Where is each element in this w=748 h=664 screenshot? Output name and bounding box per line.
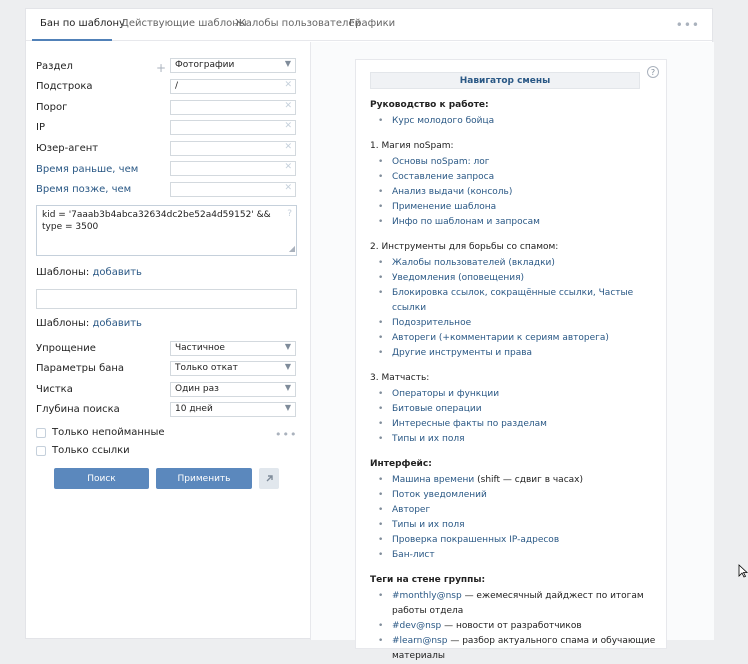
tag-description: — ежемесячный дайджест по итогам работы отдела: [392, 591, 644, 616]
navigator-section-heading: 2. Инструменты для борьбы со спамом:: [370, 242, 559, 252]
navigator-link[interactable]: • Поток уведомлений: [370, 488, 660, 503]
section-select[interactable]: Фотографии ▼: [170, 58, 296, 73]
navigator-link[interactable]: • Инфо по шаблонам и запросам: [370, 215, 660, 230]
ip-label: IP: [36, 122, 45, 133]
navigator-section-heading: Руководство к работе:: [370, 100, 489, 110]
navigator-section-heading: 3. Матчасть:: [370, 373, 430, 383]
add-template-link[interactable]: добавить: [92, 318, 142, 329]
navigator-link[interactable]: • Проверка покрашенных IP-адресов: [370, 533, 660, 548]
navigator-card: [355, 59, 667, 661]
checkbox[interactable]: [36, 428, 46, 438]
tab-user-complaints[interactable]: Жалобы пользователей: [235, 18, 362, 29]
threshold-input[interactable]: [170, 100, 296, 115]
chevron-down-icon: ▼: [284, 342, 291, 351]
time-before-label[interactable]: Время раньше, чем: [36, 164, 139, 175]
simplify-label: Упрощение: [36, 343, 96, 354]
navigator-link[interactable]: • Битовые операции: [370, 402, 660, 417]
navigator-link[interactable]: • Уведомления (оповещения): [370, 271, 660, 286]
tab-ban-by-template[interactable]: Бан по шаблону: [40, 18, 125, 29]
ip-input[interactable]: [170, 120, 296, 135]
template-input[interactable]: [36, 289, 297, 309]
navigator-list: [370, 473, 660, 563]
navigator-link[interactable]: • #dev@nsp — новости от разработчиков: [370, 619, 660, 634]
ban-params-label: Параметры бана: [36, 363, 125, 374]
search-depth-select[interactable]: 10 дней ▼: [170, 402, 296, 417]
only-uncaught-checkbox[interactable]: Только непойманные: [36, 427, 165, 438]
section-label: Раздел: [36, 61, 73, 72]
more-options-icon[interactable]: •••: [675, 18, 700, 32]
chevron-down-icon: ▼: [284, 59, 291, 68]
navigator-list: [370, 387, 660, 447]
navigator-link[interactable]: • Анализ выдачи (консоль): [370, 185, 660, 200]
chevron-down-icon: ▼: [284, 383, 291, 392]
navigator-body: [370, 98, 660, 664]
checkbox[interactable]: [36, 446, 46, 456]
search-depth-label: Глубина поиска: [36, 404, 120, 415]
navigator-link[interactable]: • Типы и их поля: [370, 518, 660, 533]
time-after-label[interactable]: Время позже, чем: [36, 184, 132, 195]
navigator-link[interactable]: • Подозрительное: [370, 316, 660, 331]
resize-handle-icon[interactable]: ◢: [288, 244, 295, 253]
tab-bar: [26, 9, 712, 41]
navigator-link[interactable]: • Основы noSpam: лог: [370, 155, 660, 170]
apply-button[interactable]: Применить: [156, 468, 252, 489]
clear-icon[interactable]: ✕: [284, 162, 292, 172]
simplify-select[interactable]: Частичное ▼: [170, 341, 296, 356]
query-textarea[interactable]: kid = '7aaab3b4abca32634dc2be52a4d59152' && type = 3500 ? ◢: [36, 205, 297, 256]
navigator-title: Навигатор смены: [370, 72, 640, 89]
navigator-link[interactable]: • #learn@nsp — разбор актуального спама и обучающие материалы: [370, 634, 660, 664]
mouse-cursor-icon: [738, 564, 748, 578]
templates-row: Шаблоны: добавить: [36, 318, 142, 329]
navigator-link[interactable]: • Применение шаблона: [370, 200, 660, 215]
main-panel: [25, 8, 713, 661]
navigator-list: [370, 256, 660, 361]
navigator-link[interactable]: • Бан-лист: [370, 548, 660, 563]
clear-icon[interactable]: ✕: [284, 183, 292, 193]
navigator-list: [370, 155, 660, 230]
navigator-link[interactable]: • Автореги (+комментарии к сериям авторега): [370, 331, 660, 346]
add-template-link[interactable]: добавить: [92, 267, 142, 278]
more-options-icon[interactable]: •••: [275, 428, 298, 441]
threshold-label: Порог: [36, 102, 68, 113]
navigator-section-heading: 1. Магия noSpam:: [370, 141, 454, 151]
tab-active-templates[interactable]: Действующие шаблоны: [121, 18, 247, 29]
user-agent-input[interactable]: [170, 141, 296, 156]
cleanup-label: Чистка: [36, 384, 73, 395]
chevron-down-icon: ▼: [284, 403, 291, 412]
only-links-checkbox[interactable]: Только ссылки: [36, 445, 130, 456]
clear-icon[interactable]: ✕: [284, 80, 292, 90]
open-external-button[interactable]: [259, 468, 279, 489]
tag-description: — новости от разработчиков: [444, 621, 582, 631]
navigator-section-heading: Теги на стене группы:: [370, 575, 486, 585]
chevron-down-icon: ▼: [284, 362, 291, 371]
navigator-link[interactable]: • #monthly@nsp — ежемесячный дайджест по итогам работы отдела: [370, 589, 660, 619]
navigator-section-heading: Интерфейс:: [370, 459, 432, 469]
templates-row: Шаблоны: добавить: [36, 267, 142, 278]
navigator-link[interactable]: • Типы и их поля: [370, 432, 660, 447]
cleanup-select[interactable]: Один раз ▼: [170, 382, 296, 397]
navigator-link[interactable]: • Авторег: [370, 503, 660, 518]
navigator-link[interactable]: • Блокировка ссылок, сокращённые ссылки, Частые ссылки: [370, 286, 660, 316]
tag-description: — разбор актуального спама и обучающие материалы: [392, 636, 656, 661]
clear-icon[interactable]: ✕: [284, 142, 292, 152]
navigator-list: [370, 114, 660, 129]
navigator-link[interactable]: • Курс молодого бойца: [370, 114, 660, 129]
navigator-link[interactable]: • Машина времени (shift — сдвиг в часах): [370, 473, 660, 488]
clear-icon[interactable]: ✕: [284, 121, 292, 131]
navigator-list: [370, 589, 660, 664]
help-icon[interactable]: ?: [647, 66, 659, 78]
search-button[interactable]: Поиск: [54, 468, 149, 489]
filter-form: [26, 42, 310, 640]
navigator-link[interactable]: • Операторы и функции: [370, 387, 660, 402]
navigator-link[interactable]: • Жалобы пользователей (вкладки): [370, 256, 660, 271]
time-after-input[interactable]: [170, 182, 296, 197]
navigator-column: [310, 42, 714, 661]
time-machine-note: (shift — сдвиг в часах): [477, 475, 584, 485]
substring-input[interactable]: / ✕: [170, 79, 296, 94]
tab-charts[interactable]: Графики: [349, 18, 396, 29]
ban-params-select[interactable]: Только откат ▼: [170, 361, 296, 376]
navigator-link[interactable]: • Составление запроса: [370, 170, 660, 185]
substring-label: Подстрока: [36, 81, 93, 92]
user-agent-label: Юзер-агент: [36, 143, 99, 154]
external-arrow-icon: [265, 474, 274, 483]
plus-icon[interactable]: +: [156, 61, 167, 75]
help-icon[interactable]: ?: [287, 209, 292, 219]
time-before-input[interactable]: [170, 161, 296, 176]
active-tab-indicator: [32, 39, 112, 41]
clear-icon[interactable]: ✕: [284, 101, 292, 111]
navigator-link[interactable]: • Другие инструменты и права: [370, 346, 660, 361]
navigator-link[interactable]: • Интересные факты по разделам: [370, 417, 660, 432]
